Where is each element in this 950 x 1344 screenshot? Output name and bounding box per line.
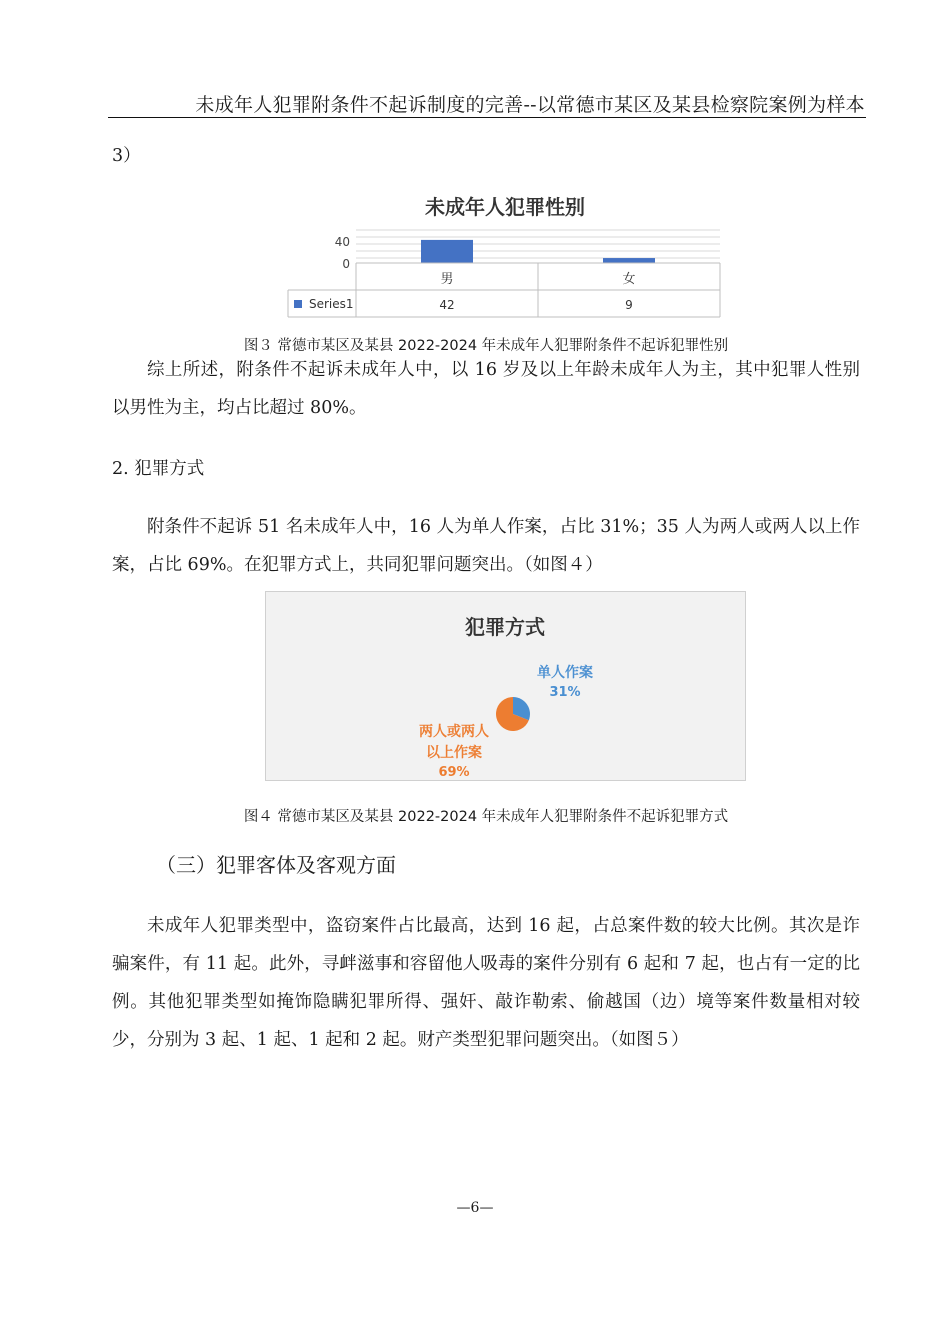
bar-female (603, 258, 655, 263)
category-label-male: 男 (440, 272, 454, 287)
gridlines (356, 230, 720, 258)
method-paragraph: 附条件不起诉 51 名未成年人中，16 人为单人作案，占比 31%；35 人为两人或两人以上作案，占比 69%。在犯罪方式上，共同犯罪问题突出。（如图４） (112, 517, 860, 575)
bar-male (421, 240, 473, 263)
figure3-caption: 图３ 常德市某区及某县 2022-2024 年未成年人犯罪附条件不起诉犯罪性别 (243, 338, 729, 354)
header-rule (108, 117, 866, 118)
y-tick-label: 40 (334, 235, 350, 249)
chart-title: 未成年人犯罪性别 (425, 195, 585, 219)
section-heading-object: （三）犯罪客体及客观方面 (156, 853, 396, 877)
slice-percent-group: 69% (438, 765, 470, 780)
slice-label-group-line1: 两人或两人 (419, 724, 489, 740)
summary-paragraph: 综上所述，附条件不起诉未成年人中，以 16 岁及以上年龄未成年人为主，其中犯罪人性别以男性为主，均占比超过 80%。 (112, 360, 860, 418)
figure4-caption: 图４ 常德市某区及某县 2022-2024 年未成年人犯罪附条件不起诉犯罪方式 (243, 809, 729, 825)
data-label-female: 9 (625, 298, 633, 312)
chart-title: 犯罪方式 (465, 615, 545, 639)
method-pie-chart (265, 591, 746, 781)
legend-swatch (294, 300, 302, 308)
data-label-male: 42 (439, 298, 455, 312)
slice-label-solo: 单人作案 (537, 665, 593, 681)
category-label-female: 女 (622, 272, 636, 287)
section-heading-method: 2. 犯罪方式 (112, 459, 205, 479)
page-number: —6— (456, 1200, 494, 1216)
slice-label-group-line2: 以上作案 (426, 745, 482, 761)
running-header: 未成年人犯罪附条件不起诉制度的完善--以常德市某区及某县检察院案例为样本 (195, 94, 865, 116)
slice-percent-solo: 31% (549, 685, 581, 700)
y-tick-label: 0 (342, 257, 350, 271)
list-fragment: 3） (112, 146, 141, 166)
crime-types-paragraph: 未成年人犯罪类型中，盗窃案件占比最高，达到 16 起，占总案件数的较大比例。其次是诈骗案件，有 11 起。此外，寻衅滋事和容留他人吸毒的案件分别有 6 起和 7 起，也占有一定的比例。其他犯罪类型如掩饰隐瞒犯罪所得、强奸、敲诈勒索、偷越国（边）境等案件数量相对较少，分别为 3 起、1 起、1 起和 2 起。财产类型犯罪问题突出。（如图５） (112, 916, 860, 1050)
gender-bar-chart (280, 182, 740, 322)
legend-series-name: Series1 (309, 297, 354, 311)
